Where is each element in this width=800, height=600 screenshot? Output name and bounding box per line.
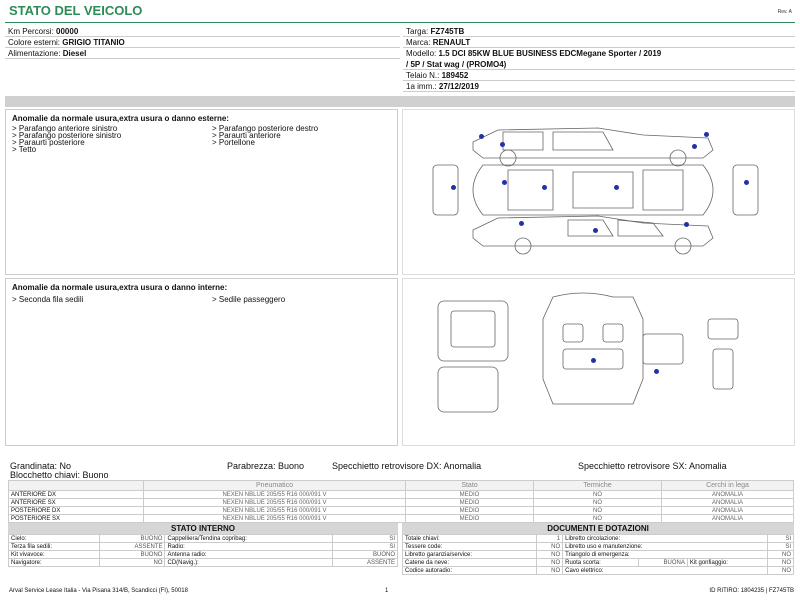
col-stato: Stato <box>406 481 534 491</box>
km-row: Km Percorsi: 00000 <box>5 26 400 37</box>
table-row: Cielo: BUONO Cappelliera/Tendina copribag: SI <box>9 535 398 543</box>
damage-marker <box>479 134 484 139</box>
footer-ritiro: ID RITIRO: 1804235 | FZ745TB <box>709 588 794 594</box>
external-anomaly-item: > Tetto <box>12 145 37 154</box>
page-title: STATO DEL VEICOLO <box>9 3 143 18</box>
table-row: Terza fila sedili: ASSENTE Radio: SI <box>9 543 398 551</box>
colore-row: Colore esterni: GRIGIO TITANIO <box>5 37 400 48</box>
table-row: ANTERIORE SX NEXEN NBLUE 205/55 R16 000/091 V MEDIO NO ANOMALIA <box>9 499 794 507</box>
external-anomaly-item: > Parafango anteriore sinistro <box>12 124 118 133</box>
damage-marker <box>692 144 697 149</box>
parabrezza-value: Parabrezza: Buono <box>227 461 305 471</box>
stato-interno-table <box>8 534 398 567</box>
external-anomaly-item: > Paraurti posteriore <box>12 138 85 147</box>
damage-marker <box>502 180 507 185</box>
external-anomaly-item: > Portellone <box>212 138 255 147</box>
internal-anomaly-item: > Seconda fila sedili <box>12 295 84 304</box>
stato-interno-title: STATO INTERNO <box>8 523 398 534</box>
damage-marker <box>654 369 659 374</box>
col-cerchi: Cerchi in lega <box>662 481 794 491</box>
external-anomaly-item: > Parafango posteriore sinistro <box>12 131 122 140</box>
header-divider <box>5 22 795 23</box>
internal-anomalies-panel <box>5 278 398 446</box>
tyre-table <box>8 480 794 523</box>
table-row: POSTERIORE SX NEXEN NBLUE 205/55 R16 000/091 V MEDIO NO ANOMALIA <box>9 515 794 523</box>
car-exterior-outline <box>403 110 796 276</box>
footer-company: Arval Service Lease Italia - Via Pisana 314/B, Scandicci (FI), 50018 <box>9 588 188 594</box>
exterior-car-diagram <box>402 109 795 275</box>
external-anomaly-item: > Paraurti anteriore <box>212 131 281 140</box>
external-anomaly-item: > Parafango posteriore destro <box>212 124 319 133</box>
documenti-title: DOCUMENTI E DOTAZIONI <box>402 523 794 534</box>
damage-marker <box>591 358 596 363</box>
tyre-table-header <box>9 481 794 491</box>
specchietto-sx-value: Specchietto retrovisore SX: Anomalia <box>578 461 727 471</box>
documenti-table <box>402 534 794 575</box>
damage-marker <box>593 228 598 233</box>
table-row: ANTERIORE DX NEXEN NBLUE 205/55 R16 000/091 V MEDIO NO ANOMALIA <box>9 491 794 499</box>
grandinata-value: Grandinata: No <box>10 461 72 471</box>
table-row: Tessere code: NO Libretto uso e manutenzione: SI <box>403 543 794 551</box>
table-row: Libretto garanzia/service: NO Triangolo di emergenza: NO <box>403 551 794 559</box>
damage-marker <box>744 180 749 185</box>
external-anomalies-title: Anomalie da normale usura,extra usura o danno esterne: <box>12 114 229 123</box>
damage-marker <box>704 132 709 137</box>
targa-row: Targa: FZ745TB <box>403 26 795 37</box>
interior-car-diagram <box>402 278 795 446</box>
damage-marker <box>500 142 505 147</box>
stato-interno-section <box>8 523 398 567</box>
section-separator <box>5 96 795 107</box>
damage-marker <box>451 185 456 190</box>
documenti-section <box>402 523 794 575</box>
specchietto-dx-value: Specchietto retrovisore DX: Anomalia <box>332 461 482 471</box>
external-anomalies-panel <box>5 109 398 275</box>
internal-anomalies-title: Anomalie da normale usura,extra usura o danno interne: <box>12 283 228 292</box>
damage-marker <box>542 185 547 190</box>
table-row: Navigatore: NO CD(Navig.): ASSENTE <box>9 559 398 567</box>
alimentazione-row: Alimentazione: Diesel <box>5 48 400 59</box>
table-row: Codice autoradio: NO Cavo elettrico: NO <box>403 567 794 575</box>
table-row: Catene da neve: NO Ruota scorta: BUONA Kit gonfiaggio: NO <box>403 559 794 567</box>
footer-page-number: 1 <box>385 588 389 594</box>
table-row: Kit vivavoce: BUONO Antenna radio: BUONO <box>9 551 398 559</box>
table-row: POSTERIORE DX NEXEN NBLUE 205/55 R16 000/091 V MEDIO NO ANOMALIA <box>9 507 794 515</box>
blocchetto-value: Blocchetto chiavi: Buono <box>10 470 109 480</box>
revision-label: Rev. A <box>777 9 792 15</box>
immatricolazione-row: 1a imm.: 27/12/2019 <box>403 81 795 92</box>
modello-row: Modello: 1.5 DCI 85KW BLUE BUSINESS EDCMegane Sporter / 2019 <box>406 49 662 58</box>
marca-row: Marca: RENAULT <box>403 37 795 48</box>
summary-row <box>10 462 790 471</box>
modello-row-2: / 5P / Stat wag / (PROMO4) <box>403 59 795 70</box>
damage-marker <box>519 221 524 226</box>
vehicle-info-left <box>5 26 400 59</box>
telaio-row: Telaio N.: 189452 <box>403 70 795 81</box>
damage-marker <box>684 222 689 227</box>
damage-marker <box>614 185 619 190</box>
table-row: Totale chiavi: 1 Libretto circolazione: SI <box>403 535 794 543</box>
col-pneumatico: Pneumatico <box>144 481 406 491</box>
internal-anomaly-item: > Sedile passeggero <box>212 295 286 304</box>
vehicle-info-right <box>403 26 795 92</box>
col-termiche: Termiche <box>534 481 662 491</box>
car-interior-outline <box>403 279 796 447</box>
